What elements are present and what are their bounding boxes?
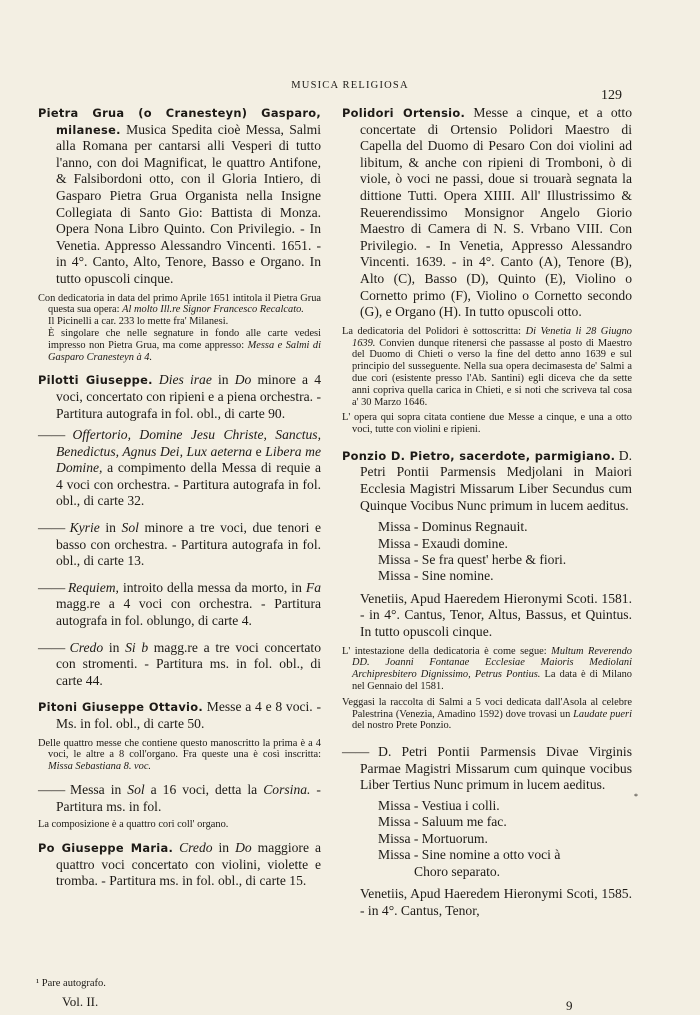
mass-list [378,519,632,585]
work-title: Credo [69,639,104,655]
entry-text: a 16 voci, detta la [150,781,258,797]
entry-name: Ponzio D. Pietro, sacerdote, parmigiano. [342,448,616,463]
note-text: Veggasi la raccolta di Salmi a 5 voci dedicata dall'Asola al celebre Palestrina (Venezia, Amadino 1592) dove trovasi un [342,696,632,720]
entry-text: - Partitura ms. in fol. [56,781,321,814]
entry-ponzio-2 [342,744,632,794]
entry-polidori [342,105,632,321]
note-text: Con dedicatoria in data del primo Aprile 1651 intitola il Pietra Grua questa sua opera: [38,292,321,316]
entry-text: introito della messa da morto, in [122,579,302,595]
entry-po [38,840,321,890]
mass-list [378,798,632,880]
dash: —— [38,427,66,443]
note-text: Convien dunque ritenersi che passasse al posto di Maestro del Duomo di Chieti o verso la fine del detto anno 1639 e sul principio del susseguente. Nella sua opera decimasesta de' Salmi a due cori (esistente presso l'Ab. Santini) egli diceva che da sette anni copriva quella carica in Chieti, e si noti che scriveva tal cosa a' 30 Marzo 1646. [352,337,632,408]
entry-grua [38,105,321,288]
entry-name: Po Giuseppe Maria. [38,840,174,855]
key-name: Sol [127,781,145,797]
note-text: L' opera qui sopra citata contiene due Messe a cinque, e una a otto voci, tutte con violini e ripieni. [342,412,632,436]
running-title: MUSICA RELIGIOSA [291,80,409,91]
mass-item: Missa - Exaudi domine. [378,535,508,551]
note [38,293,321,364]
key-name: Si b [125,639,149,655]
dash: —— [38,520,66,536]
work-title: Libera me Domine, [56,443,321,476]
entry-text: minore a tre voci, due tenori e basso con orchestra. - Partitura autografa in fol. obl., di carte 13. [56,520,321,569]
mass-item: Missa - Se fra quest' herbe & fiori. [378,552,567,568]
note-italic: Laudate pueri [573,708,632,720]
entry-text: Messe a cinque, et a otto concertate di Ortensio Polidori Maestro di Capella del Duomo di Pesaro Con doi violini ad libitum, & anche con ripieni di Tromboni, ò di viole, ò voci ne passi, doue si trouarà segnata la dittione Tutti. Opera XIIII. All' Illustrissimo & Reuerendissimo Monsignor Angelo Giorio Maestro di Camera di N. S. Vrbano VIII. Con Privilegio. - In Venetia, Appresso Alessandro Vincenti. 1639. - in 4°. Canto (A), Tenore (B), Alto (C), Basso (D), Quinto (E), Violino o Cornetto primo (F), Violino o Cornetto secondo (G), e Organo (H). In tutto opuscoli otto. [360,105,632,320]
sheet-signature: 9 [566,998,573,1013]
entry-name: Pilotti Giuseppe. [38,373,153,388]
entry-credo [38,640,321,690]
note-text: Il Picinelli a car. 233 lo mette fra' Milanesi. [48,316,229,328]
note [342,697,632,732]
note-italic: Multum Reverendo DD. Joanni Fontanae Ecclesiae Maioris Mediolani Archipresbitero Dignissimo, Petrus Pontius. [352,645,633,681]
note-text: La composizione è a quattro cori coll' organo. [38,819,229,831]
mass-item: Missa - Sine nomine. [378,568,494,584]
note-text: La dedicatoria del Polidori è sottoscritta: [342,325,522,337]
key-name: Fa [305,579,321,595]
note-italic: Messa e Salmi di Gasparo Cranesteyn à 4. [48,339,321,363]
entry-ponzio [342,448,632,514]
entry-text: magg.re a tre voci concertato con stromenti. - Partitura ms. in fol. obl., di carte 44. [56,639,321,688]
note [342,326,632,409]
entry-imprint: Venetiis, Apud Haeredem Hieronymi Scoti. 1581. - in 4°. Cantus, Tenor, Altus, Bassus, et Quintus. In tutto opuscoli cinque. [360,590,632,640]
entry-pitoni [38,699,321,732]
work-title: Dies irae [158,372,212,388]
entry-text: a compimento della Messa di requie a 4 voci con orchestra. - Partitura autografa in fol. obl., di carte 32. [56,460,321,509]
dash: —— [342,744,370,760]
page-number: 129 [601,88,622,103]
volume-label: Vol. II. [62,994,99,1009]
asterisk-mark: * [634,792,638,801]
dash: —— [38,579,66,595]
right-column [342,105,632,924]
footnote: ¹ Pare autografo. [36,978,106,989]
entry-name-cont: milanese. [56,122,121,137]
dash: —— [38,781,66,797]
entry-text: D. Petri Pontii Parmensis Medjolani in Maiori Ecclesia Magistri Missarum Liber Secundus cum Quinque Vocibus Nunc primum in lucem aeditus. [360,447,632,513]
mass-item: Missa - Mortuorum. [378,830,488,846]
note [342,646,632,693]
key-name: Do [235,839,252,855]
entry-text: in [108,639,120,655]
entry-text: magg.re a 4 voci con orchestra. - Partitura autografa in fol. oblungo, di carte 4. [56,596,321,629]
entry-name: Pitoni Giuseppe Ottavio. [38,700,204,715]
work-title: Offertorio, Domine Jesu Christe, Sanctus, Benedictus, Agnus Dei, Lux aeterna [56,427,321,459]
left-column [38,105,321,895]
work-title: Kyrie [69,520,100,536]
note-text: Delle quattro messe che contiene questo manoscritto la prima è a 4 voci, le altre a 8 coll'organo. Fra queste una è così inscritta: [38,737,321,761]
entry-text: minore a 4 voci, concertato con ripieni e a piena orchestra. - Partitura autografa in fol. obl., di carte 90. [56,372,322,421]
work-title: Requiem, [68,579,119,595]
mass-item: Missa - Dominus Regnauit. [378,519,528,535]
mass-item: Missa - Sine nomine a otto voci à [378,847,561,863]
entry-pilotti [38,372,321,422]
mass-item-cont: Choro separato. [414,863,501,879]
note [342,412,632,436]
entry-text: in [105,520,116,536]
note-text: È singolare che nelle segnature in fondo alle carte vedesi impresso non Pietra Grua, ma come appresso: [48,327,321,351]
entry-text: e [255,443,262,459]
entry-text: in [217,372,229,388]
entry-offertorio [38,427,321,510]
work-title: Credo [179,839,213,855]
key-name: Do [234,372,252,388]
entry-requiem [38,580,321,630]
entry-kyrie [38,520,321,570]
entry-text: Musica Spedita cioè Messa, Salmi alla Romana per cantarsi alli Vesperi di tutto l'anno, con doi Magnificat, le quattro Antifone, & Falsibordoni otto, con il Gloria Intiero, di Gasparo Pietra Grua Organista nella Insigne Collegiata di Santo Gio: Battista di Monza. Opera Nona Libro Quinto. Con Privilegio. - In Venetia. Appresso Alessandro Vincenti. 1651. - in 4°. Canto, Alto, Tenore, Basso e Organo. In tutto opuscoli cinque. [56,121,321,286]
note-italic: Al molto Ill.re Signor Francesco Recalcato. [122,304,304,316]
note-italic: Di Venetia li 28 Giugno 1639. [352,325,632,349]
entry-text: Messa in [69,781,122,797]
entry-name: Polidori Ortensio. [342,106,466,120]
entry-text: Messe a 4 e 8 voci. - Ms. in fol. obl., di carte 50. [56,699,321,731]
entry-text: maggiore a quattro voci concertato con violini, violette e tromba. - Partitura ms. in fol. obl., di carte 15. [56,839,321,889]
mass-item: Missa - Vestiua i colli. [378,798,500,814]
entry-messa16 [38,782,321,815]
note-text: L' intestazione della dedicatoria è come segue: [342,645,547,657]
entry-name: Pietra Grua (o Cranesteyn) Gasparo, [38,106,321,120]
mass-item: Missa - Saluum me fac. [378,814,507,830]
note-italic: Missa Sebastiana 8. voc. [48,761,152,773]
entry-imprint: Venetiis, Apud Haeredem Hieronymi Scoti, 1585. - in 4°. Cantus, Tenor, [360,886,632,918]
entry-text: in [218,839,230,855]
dash: —— [38,639,66,655]
note [38,819,321,831]
key-name: Sol [121,520,139,536]
work-title: Corsina. [263,781,311,797]
entry-text: D. Petri Pontii Parmensis Divae Virginis Parmae Magistri Missarum cum quinque vocibus Liber Tertius Nunc primum in lucem aeditus. [360,744,632,793]
note-text: La data è di Milano nel Gennaio del 1581. [352,669,632,693]
note [38,738,321,773]
note-text: del nostro Prete Ponzio. [352,720,452,732]
